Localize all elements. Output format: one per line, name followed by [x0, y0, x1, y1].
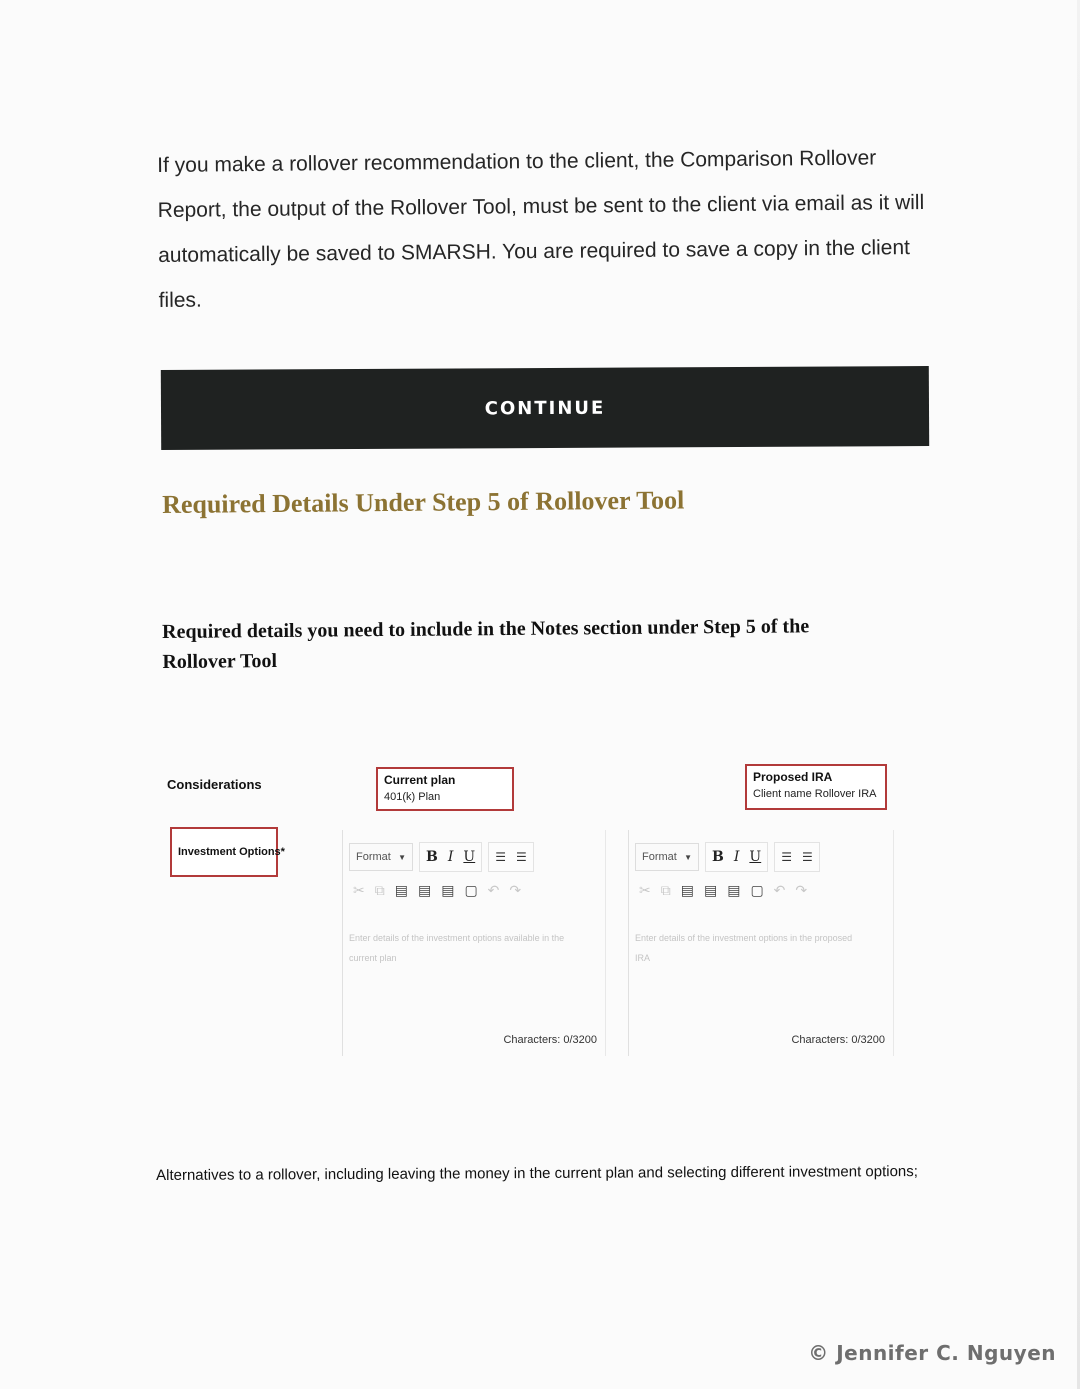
editor-toolbar-secondary	[629, 872, 893, 899]
bulleted-list-icon[interactable]: ☰	[801, 850, 813, 864]
notes-subheading: Required details you need to include in the Notes section under Step 5 of the Rollover Tool	[162, 615, 810, 673]
italic-button[interactable]: I	[733, 849, 740, 865]
undo-icon[interactable]: ↶	[487, 882, 500, 898]
underline-button[interactable]: U	[749, 849, 762, 865]
investment-options-label: Investment Options*	[178, 846, 285, 858]
bold-button[interactable]: B	[712, 849, 724, 865]
current-plan-box	[376, 767, 514, 811]
bulleted-list-icon[interactable]: ☰	[515, 850, 527, 864]
continue-button[interactable]: CONTINUE	[161, 366, 929, 450]
format-dropdown[interactable]	[349, 843, 413, 871]
text-style-group	[419, 842, 482, 872]
proposed-ira-placeholder: Enter details of the investment options in the proposed IRA	[635, 933, 853, 963]
intro-paragraph: If you make a rollover recommendation to the client, the Comparison Rollover Report, the output of the Rollover Tool, must be sent to the client via email as it will automatically be saved to SMARSH. You are required to save a copy in the client files.	[157, 146, 925, 312]
alternatives-text: Alternatives to a rollover, including leaving the money in the current plan and selecting different investment options;	[156, 1163, 918, 1184]
current-plan-title: Current plan	[384, 773, 456, 787]
paste-icon[interactable]: ▤	[680, 882, 694, 898]
copy-icon[interactable]: ⧉	[660, 882, 671, 898]
format-dropdown[interactable]	[635, 843, 699, 871]
underline-button[interactable]: U	[463, 849, 476, 865]
proposed-ira-value: Client name Rollover IRA	[753, 788, 877, 800]
character-count: Characters: 0/3200	[503, 1034, 597, 1046]
list-group	[774, 842, 820, 872]
redo-icon[interactable]: ↷	[795, 882, 808, 898]
editor-toolbar-secondary	[343, 872, 605, 899]
undo-icon[interactable]: ↶	[773, 882, 786, 898]
copy-icon[interactable]: ⧉	[374, 882, 385, 898]
proposed-ira-title: Proposed IRA	[753, 770, 833, 784]
paste-icon[interactable]: ▤	[394, 882, 408, 898]
format-label: Format	[642, 851, 677, 863]
proposed-ira-editor[interactable]	[628, 830, 894, 1056]
character-count: Characters: 0/3200	[791, 1034, 885, 1046]
paste-word-icon[interactable]: ▤	[727, 882, 741, 898]
italic-button[interactable]: I	[447, 849, 454, 865]
list-group	[488, 842, 534, 872]
current-plan-placeholder: Enter details of the investment options available in the current plan	[349, 933, 565, 963]
copyright-watermark: © Jennifer C. Nguyen	[808, 1341, 1056, 1365]
bold-button[interactable]: B	[426, 849, 438, 865]
investment-options-box	[170, 827, 285, 877]
paste-word-icon[interactable]: ▤	[441, 882, 455, 898]
considerations-label: Considerations	[167, 777, 262, 792]
find-icon[interactable]: ▢	[750, 882, 764, 898]
paste-text-icon[interactable]: ▤	[703, 882, 718, 898]
paste-text-icon[interactable]: ▤	[417, 882, 432, 898]
editor-toolbar	[629, 830, 893, 872]
current-plan-value: 401(k) Plan	[384, 791, 441, 803]
section-title: Required Details Under Step 5 of Rollover Tool	[162, 485, 685, 519]
text-style-group	[705, 842, 768, 872]
cut-icon[interactable]: ✂	[353, 882, 365, 898]
numbered-list-icon[interactable]: ☰	[781, 850, 792, 864]
cut-icon[interactable]: ✂	[639, 882, 651, 898]
editor-toolbar	[343, 830, 605, 872]
proposed-ira-box	[745, 764, 887, 810]
chevron-down-icon: ▼	[398, 852, 406, 862]
current-plan-editor[interactable]	[342, 830, 606, 1056]
redo-icon[interactable]: ↷	[509, 882, 522, 898]
format-label: Format	[356, 851, 391, 863]
numbered-list-icon[interactable]: ☰	[495, 850, 506, 864]
chevron-down-icon: ▼	[684, 852, 692, 862]
find-icon[interactable]: ▢	[464, 882, 478, 898]
